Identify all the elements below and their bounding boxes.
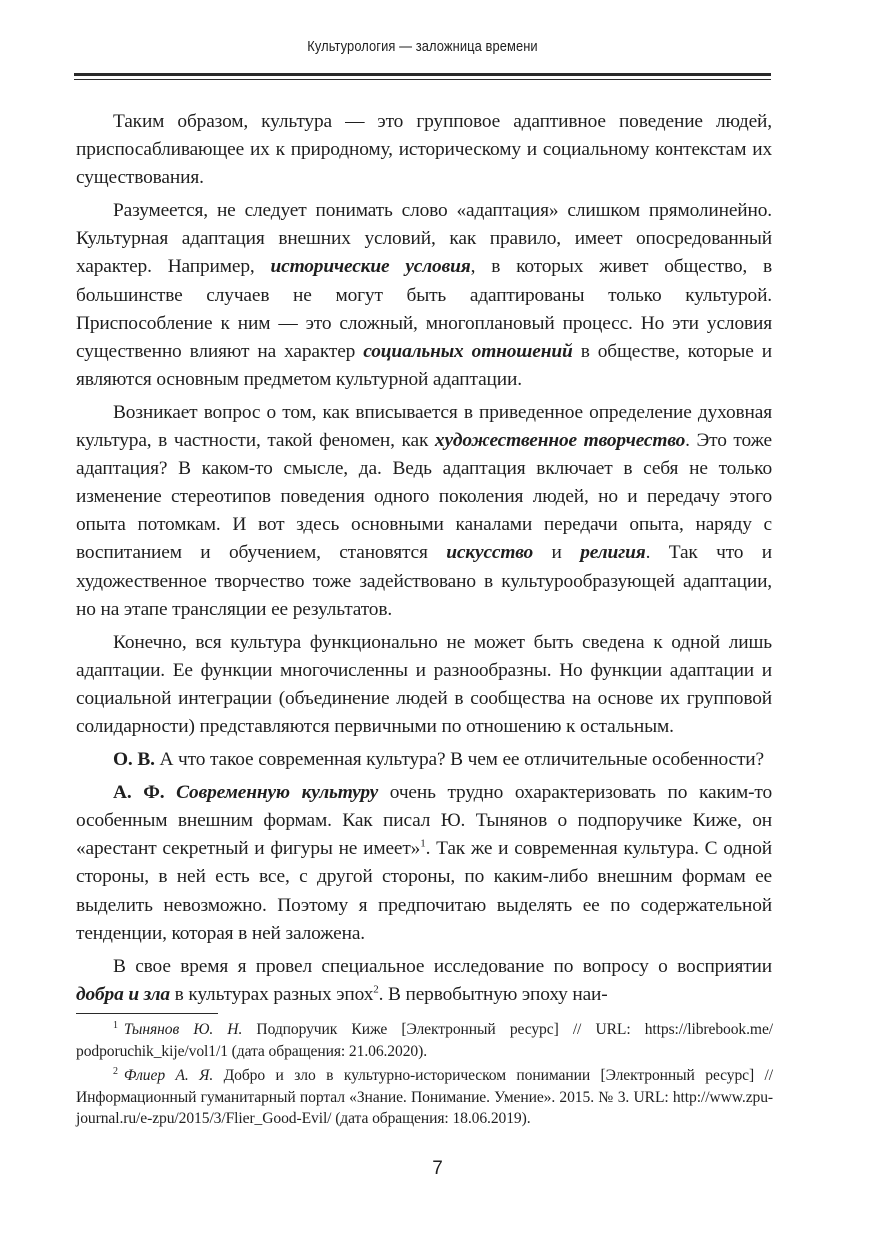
footnote-1-mark: 1 bbox=[113, 1019, 118, 1031]
emphasis-historical-conditions: исторические условия bbox=[270, 256, 471, 278]
footnote-ref-1[interactable]: 1 bbox=[420, 837, 426, 850]
body-text bbox=[76, 108, 772, 1014]
page-number: 7 bbox=[432, 1158, 443, 1179]
emphasis-modern-culture: Современную культуру bbox=[176, 782, 379, 804]
footnote-1: $^1$ Тынянов Ю. Н. Подпоручик Киже [Электронный ресурс] // URL: https://librebook.me/ podporuchik_kije/vol1/1 (дата обращения: 21.06.2020). bbox=[76, 1019, 774, 1060]
footnote-2-author: Флиер А. Я. bbox=[123, 1067, 214, 1084]
emphasis-artistic-creativity: художественное творчество bbox=[434, 430, 686, 452]
footnote-1-author: Тынянов Ю. Н. bbox=[123, 1021, 243, 1038]
emphasis-good-and-evil: добра и зла bbox=[76, 983, 170, 1005]
footnotes bbox=[76, 1019, 773, 1133]
emphasis-art: искусство bbox=[446, 542, 534, 564]
header-rule-thin bbox=[74, 79, 771, 80]
footnote-2-mark: 2 bbox=[113, 1065, 118, 1077]
paragraph-2: Разумеется, не следует понимать слово «адаптация» слишком прямолинейно. Культурная адаптация внешних условий, как правило, имеет опосредованный характер. Например, исторические условия, в которых живет общество, в большинстве случаев не могут быть адаптированы только культурой. Приспособление к ним — это сложный, многоплановый процесс. Но эти условия существенно влияют на характер социальных отношений в обществе, которые и являются основным предметом культурной адаптации. bbox=[76, 200, 773, 390]
paragraph-7: В свое время я провел специальное исследование по вопросу о восприятии добра и зла в культурах разных эпох$^2$. В первобытную эпоху наи- bbox=[76, 955, 772, 1005]
emphasis-religion: религия bbox=[580, 542, 646, 564]
footnote-ref-2[interactable]: 2 bbox=[373, 983, 379, 996]
footnote-2: $^2$ Флиер А. Я. Добро и зло в культурно-историческом понимании [Электронный ресурс] // Информационный гуманитарный портал «Знание. Понимание. Умение». 2015. № 3. URL: http://www.zpu-journal.ru/e-zpu/2015/3/Flier_Good-Evil/ (дата обращения: 18.06.2019). bbox=[76, 1065, 774, 1127]
running-head: Культурология — заложница времени bbox=[307, 38, 538, 55]
header-rule-thick bbox=[74, 73, 771, 76]
speaker-ov: О. В. bbox=[113, 749, 155, 771]
paragraph-3: Возникает вопрос о том, как вписывается в приведенное определение духовная культура, в частности, такой феномен, как художественное творчество. Это тоже адаптация? В каком-то смысле, да. Ведь адаптация включает в себя не только изменение стереотипов поведения одного поколения людей, но и передачу этого опыта потомкам. И вот здесь основными каналами передачи опыта, наряду с воспитанием и обучением, становятся искусство и религия. Так что и художественное творчество тоже задействовано в культурообразующей адаптации, но на этапе трансляции ее результатов. bbox=[76, 401, 773, 620]
emphasis-social-relations: социальных отношений bbox=[363, 340, 573, 362]
paragraph-1: Таким образом, культура — это групповое адаптивное поведение людей, приспосабливающее их к природному, историческому и социальному контекстам их существования. bbox=[76, 111, 772, 189]
speaker-af: А. Ф. bbox=[113, 782, 165, 804]
paragraph-5-question: О. В. А что такое современная культура? В чем ее отличительные особенности? bbox=[113, 749, 764, 771]
paragraph-4: Конечно, вся культура функционально не может быть сведена к одной лишь адаптации. Ее функции многочисленны и разнообразны. Но функции адаптации и социальной интеграции (объединение людей в сообщества на основе их групповой солидарности) представляются первичными по отношению к остальным. bbox=[76, 631, 772, 737]
footnote-separator bbox=[76, 1013, 218, 1014]
paragraph-6-answer: А. Ф. Современную культуру очень трудно охарактеризовать по каким-то особенным внешним формам. Как писал Ю. Тынянов о подпоручике Киже, он «арестант секретный и фигуры не имеет»$^1$. Так же и современная культура. С одной стороны, в ней есть все, с другой стороны, по каким-либо внешним формам ее выделить невозможно. Поэтому я предпочитаю выделять ее по содержательной тенденции, которая в ней заложена. bbox=[76, 782, 772, 944]
